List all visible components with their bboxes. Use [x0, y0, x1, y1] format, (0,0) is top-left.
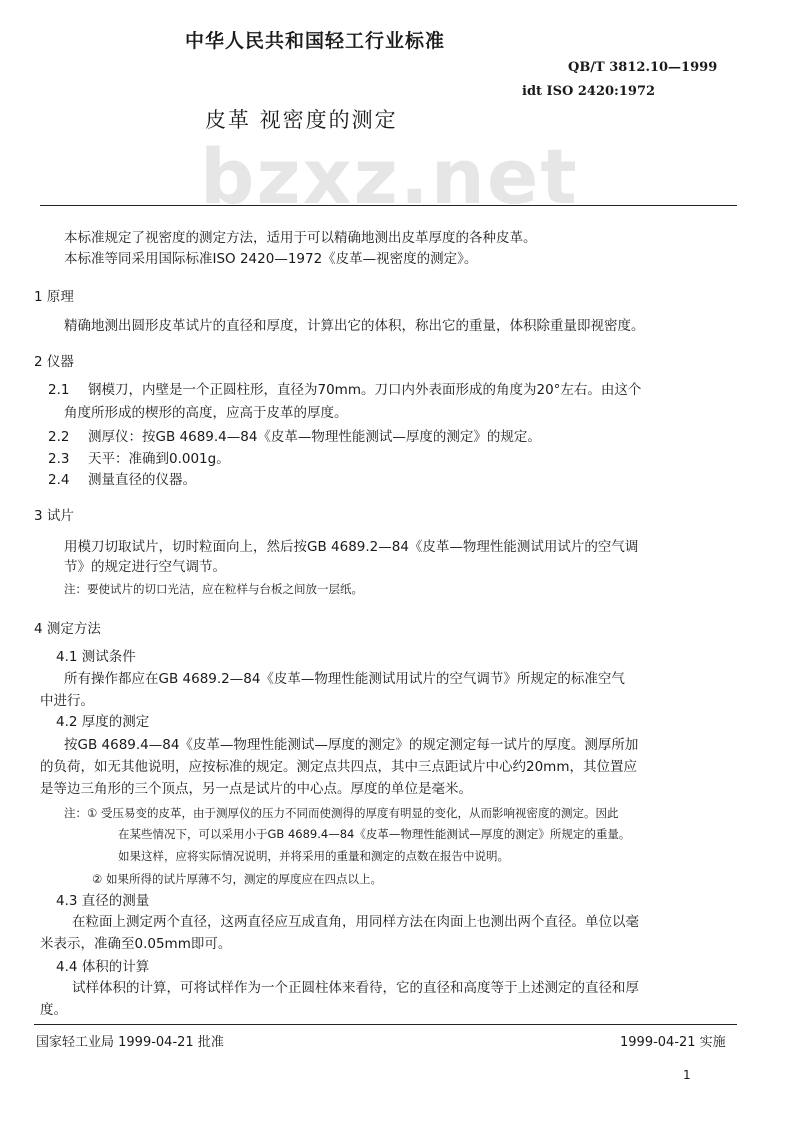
approval-line: 国家轻工业局 1999-04-21 批准 — [36, 1035, 224, 1050]
subsection-4-2-note-2: ② 如果所得的试片厚薄不匀，测定的厚度应在四点以上。 — [92, 872, 382, 886]
item-2-4-number: 2.4 — [48, 472, 70, 488]
intro-paragraph-2: 本标准等同采用国际标准ISO 2420—1972《皮革—视密度的测定》。 — [64, 251, 478, 267]
subsection-4-4-heading: 4.4 体积的计算 — [56, 959, 150, 975]
subsection-4-2-line-2: 的负荷，如无其他说明，应按标准的规定。测定点共四点，其中三点距试片中心约20mm，其位置应 — [40, 759, 637, 775]
item-2-3-text: 天平：准确到0.001g。 — [88, 451, 230, 467]
footer-divider — [34, 1024, 737, 1025]
item-2-1-line-1: 钢模刀，内壁是一个正圆柱形，直径为70mm。刀口内外表面形成的角度为20°左右。由这个 — [88, 382, 642, 398]
subsection-4-2-note-1-line-1: 注：① 受压易变的皮革，由于测厚仪的压力不同而使测得的厚度有明显的变化，从而影响视密度的测定。因此 — [64, 806, 619, 820]
item-2-2-number: 2.2 — [48, 429, 70, 445]
subsection-4-1-heading: 4.1 测试条件 — [56, 649, 136, 665]
subsection-4-1-line-2: 中进行。 — [40, 693, 94, 709]
document-title: 皮革 视密度的测定 — [205, 108, 398, 132]
standard-code: QB/T 3812.10—1999 — [568, 60, 718, 75]
section-3-heading: 3 试片 — [34, 508, 74, 524]
section-3-line-2: 节》的规定进行空气调节。 — [64, 559, 226, 575]
subsection-4-4-line-2: 度。 — [40, 1002, 67, 1018]
item-2-2-text: 测厚仪：按GB 4689.4—84《皮革—物理性能测试—厚度的测定》的规定。 — [88, 429, 541, 445]
item-2-1-line-2: 角度所形成的楔形的高度，应高于皮革的厚度。 — [64, 405, 348, 421]
section-1-heading: 1 原理 — [34, 289, 74, 305]
section-3-note: 注：要使试片的切口光洁，应在粒样与台板之间放一层纸。 — [64, 582, 363, 596]
header-divider — [40, 205, 737, 206]
section-2-heading: 2 仪器 — [34, 354, 74, 370]
idt-reference: idt ISO 2420:1972 — [522, 84, 656, 99]
section-3-line-1: 用模刀切取试片，切时粒面向上，然后按GB 4689.2—84《皮革—物理性能测试用试片的空气调 — [64, 539, 639, 555]
subsection-4-3-heading: 4.3 直径的测量 — [56, 893, 150, 909]
subsection-4-2-line-1: 按GB 4689.4—84《皮革—物理性能测试—厚度的测定》的规定测定每一试片的厚度。测厚所加 — [64, 737, 639, 753]
item-2-4-text: 测量直径的仪器。 — [88, 472, 196, 488]
subsection-4-2-line-3: 是等边三角形的三个顶点，另一点是试片的中心点。厚度的单位是毫米。 — [40, 781, 472, 797]
item-2-1-number: 2.1 — [48, 382, 70, 398]
page-number: 1 — [683, 1068, 691, 1082]
item-2-3-number: 2.3 — [48, 451, 70, 467]
subsection-4-3-line-1: 在粒面上测定两个直径，这两直径应互成直角，用同样方法在肉面上也测出两个直径。单位以毫 — [72, 914, 639, 930]
subsection-4-4-line-1: 试样体积的计算，可将试样作为一个正圆柱体来看待，它的直径和高度等于上述测定的直径和厚 — [72, 980, 639, 996]
subsection-4-2-heading: 4.2 厚度的测定 — [56, 714, 150, 730]
standard-body-heading: 中华人民共和国轻工行业标准 — [185, 30, 446, 52]
subsection-4-2-note-1-line-3: 如果这样，应将实际情况说明，并将采用的重量和测定的点数在报告中说明。 — [118, 849, 509, 863]
watermark: bzxz.net — [200, 132, 579, 221]
subsection-4-2-note-1-line-2: 在某些情况下，可以采用小于GB 4689.4—84《皮革—物理性能测试—厚度的测定》所规定的重量。 — [118, 827, 631, 841]
section-1-text: 精确地测出圆形皮革试片的直径和厚度，计算出它的体积，称出它的重量，体积除重量即视密度。 — [64, 318, 645, 334]
section-4-heading: 4 测定方法 — [34, 621, 101, 637]
implementation-date: 1999-04-21 实施 — [620, 1035, 726, 1050]
subsection-4-1-line-1: 所有操作都应在GB 4689.2—84《皮革—物理性能测试用试片的空气调节》所规定的标准空气 — [64, 671, 625, 687]
intro-paragraph-1: 本标准规定了视密度的测定方法，适用于可以精确地测出皮革厚度的各种皮革。 — [64, 230, 537, 246]
subsection-4-3-line-2: 米表示，准确至0.05mm即可。 — [40, 936, 232, 952]
